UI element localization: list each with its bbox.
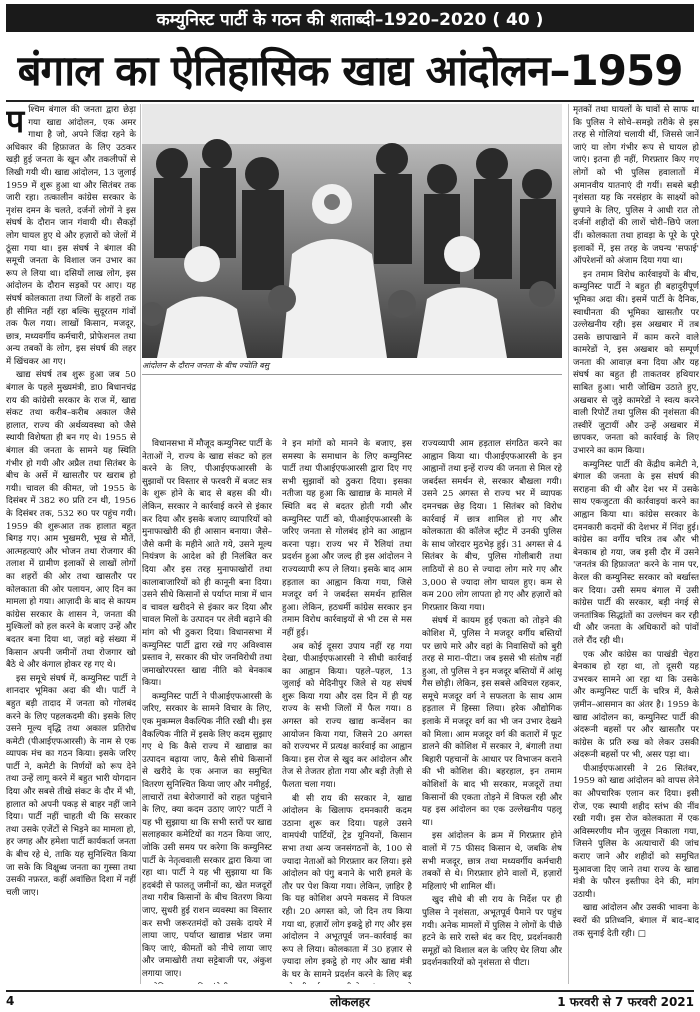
article-column-1 bbox=[6, 104, 141, 984]
drop-cap: प bbox=[6, 104, 25, 140]
article-paragraph: एक और कांग्रेस का पाखंडी चेहरा बेनकाब हो रहा था, तो दूसरी यह उभरकर सामने आ रहा था कि उसके और कम्युनिस्ट पार्टी के चरित्र में, कैसे ज़मीन–आसमान का अंतर है। 1959 के खाद्य आंदोलन का, कम्युनिस्ट पार्टी की अंदरूनी बहसों पर और खासतौर पर कांग्रेस के प्रति रुख को लेकर उसकी अंदरूनी बहसों पर भी, असर पड़ा था। bbox=[573, 649, 699, 761]
article-column-5 bbox=[568, 104, 699, 984]
article-paragraph: इस आंदोलन के क्रम में गिरफ़्तार होने वालों में 75 फीसद किसान थे, जबकि शेष सभी मजदूर, छात्र तथा मध्यवर्गीय कर्मचारी तबकों से थे। गिरफ़्तार होने वालों में, हज़ारों महिलाएं भी शामिल थीं। bbox=[422, 831, 562, 892]
page-headline: बंगाल का ऐतिहासिक खाद्य आंदोलन–1959 bbox=[6, 38, 694, 102]
article-paragraph: कम्युनिस्ट पार्टी ने पीआईएफआरसी के जरिए, सरकार के सामने विचार के लिए, एक मुकम्मल वैकल्पिक नीति रखी थी। इस वैकल्पिक नीति में इसके लिए कदम सुझाए गए थे कि कैसे राज्य में खाद्यान्न का उत्पादन बढ़ाया जाए, कैसे सीधे किसानों से खरीदे के एक अनाज का समुचित वितरण सुनिश्चित किया जाए और नमीहुई, लाचारों तथा बेरोजगारों को राहत पहुंचाने के लिए, क्या कदम उठाए जाएं? पार्टी ने यह भी सुझाया था कि सभी स्तरों पर खाद्य सलाहकार कमेटियों का गठन किया जाए, जोकि उसी समय पर करेगा कि कम्युनिस्ट पार्टी के नेतृत्ववाली सरकार द्वारा किया जा रहा था। पार्टी ने यह भी सुझाया था कि हदबंदी से फालतू जमीनों का, खेत मजदूरों तथा गरीब किसानों के बीच वितरण किया जाए, सुधरी हुई राशन व्यवस्था का विस्तार कर सभी जरूरतमंदों को उसके दायरे में लाया जाए, पर्याप्त खाद्यान्न भंडार जमा किए जाएं, कीमतों को नीचे लाया जाए और जमाखोरी तथा सट्टेबाजी पर, अंकुश लगाया जाए। bbox=[142, 691, 272, 979]
article-paragraph: अब कोई दूसरा उपाय नहीं रह गया देखा, पीआईएफआरसी ने सीधी कार्रवाई का आह्वान किया। पहले–पहल, 13 जुलाई को मेदिनीपुर जिले से यह संघर्ष शुरू किया गया और दस दिन में ही यह राज्य के सभी जिलों में फैल गया। 8 अगस्त को राज्य खाद्य कन्वेंशन का आयोजन किया गया, जिसने 20 अगस्त को राज्यभर में प्रत्यक्ष कार्रवाई का आह्वान किया। इस रोज से खुद कर आंदोलन और तेज से तेजतर होता गया और बड़ी तेज़ी से फैलता चला गया। bbox=[282, 641, 412, 791]
news-photo bbox=[142, 104, 562, 358]
paragraph-text: श्चिम बंगाल की जनता द्वारा छेड़ा गया खाद्य आंदोलन, एक अमर गाथा है जो, अपने जिंदा रहने के अधिकार की हिफ़ाजत के लिए उठकर खड़ी हुई जनता के खून और तकलीफों से लिखी गयी थी। खाद्य आंदोलन, 13 जुलाई 1959 में शुरू हुआ था और सितंबर तक जारी रहा। तत्कालीन कांग्रेस सरकार के नृशंस दमन के चलते, दर्जनों लोगों ने इस संघर्ष के दौरान जान गंवायी थी। सैकड़ों लोग घायल हुए थे और हज़ारों को जेलों में ठूंसा गया था। इस संघर्ष ने बंगाल की समूची जनता के विशाल जन उभार का रूप ले लिया था। दसियों लाख लोग, इस आंदोलन के दौरान सड़कों पर आए। यह संघर्ष कोलकाता तथा जिलों के शहरों तक ही सीमित नहीं रहा बल्कि सुदूरतम गांवों तक फैल गया। लाखों किसान, मजदूर, छात्र, मध्यवर्गीय कर्मचारी, प्रोफेशनल तथा अन्य तबकों के लोग, इस संघर्ष की लहर में खिंचकर आ गए। bbox=[6, 105, 136, 367]
article-paragraph bbox=[142, 982, 272, 984]
article-paragraph: पीआईएफआरसी ने 26 सितंबर, 1959 को खाद्य आंदोलन को वापस लेने का औपचारिक एलान कर दिया। इसी रोज, एक स्थायी शहीद स्तंभ की नींव रखी गयी। इस रोज कोलकाता में एक अविस्मरणीय मौन जुलूस निकाला गया, जिसने पुलिस के अत्याचारों की जांच कराए जाने और शहीदों को समुचित मुआवजा दिए जाने तथा राज्य के खाद्य मंत्री के फौरन इस्तीफा देने की, मांग उठायी। bbox=[573, 763, 699, 900]
page-footer bbox=[6, 990, 694, 1010]
article-paragraph: विधानसभा में मौजूद कम्युनिस्ट पार्टी के नेताओं ने, राज्य के खाद्य संकट को हल करने के लिए, पीआईएफआरसी के सुझावों पर विस्तार से फरवरी में बजट सत्र के शुरू होने के बाद से बहस की थी। लेकिन, सरकार ने कार्रवाई करने से इंकार कर दिया और इसके बजाए व्यापारियों को मुनाफाखोरी की ही आसान बनाया। जैसे–जैसे कमी के महीने आते गये, उसने मूल्य नियंत्रण के आदेश को ही निलंबित कर दिया और इस तरह मुनाफाखोरों तथा कालाबाजारियों को ही कानूनी बना दिया। उसने सीधे किसानों से पर्याप्त मात्रा में धान व चावल खरीदने से इंकार कर दिया और चावल मिलों के उत्पादन पर लेवी बढ़ाने की मांग को भी ठुकरा दिया। विधानसभा में कम्युनिस्ट पार्टी द्वारा रखे गए अविश्वास प्रस्ताव ने, सरकार की घोर जनविरोधी तथा जमाखोरपरस्त खाद्य नीति को बेनकाब किया। bbox=[142, 439, 272, 689]
article-paragraph: मृतकों तथा घायलों के घावों से साफ था कि पुलिस ने सोचे–समझे तरीके से इस तरह से गोलियां चलायी थीं, जिससे जानें जाएं या लोग गंभीर रूप से घायल हो जाएं। इतना ही नहीं, गिरफ़्तार किए गए लोगों को भी पुलिस हवालातों में अमानवीय यातनाएं दी गयीं। सबसे बड़ी नृशंसता यह कि नरसंहार के साक्ष्यों को छुपाने के लिए, पुलिस ने आधी रात तो दर्जनों शहीदों की लाशें चोरी–छिपे जला दीं। कोलकाता तथा हावड़ा के पूरे के पूरे इलाकों में, इस तरह के जघन्य 'सफाई' ऑपरेशनों को अंजाम दिया गया था। bbox=[573, 105, 699, 267]
article-paragraph: राज्यव्यापी आम हड़ताल संगठित करने का आह्वान किया था। पीआईएफआरसी के इन आह्वानों तथा इन्हें राज्य की जनता से मिल रहे जबर्दस्त समर्थन से, सरकार बौखला गयी। उसने 25 अगस्त से राज्य भर में व्यापक दमनचक्र छेड़ दिया। 1 सितंबर को विरोध कार्रवाई में छात्र शामिल हो गए और कोलकाता की कॉलेज स्ट्रीट में उनकी पुलिस के साथ जोरदार मुठभेड़ हुई। 31 अगस्त से 4 सितंबर के बीच, पुलिस गोलीबारी तथा लाठियों से 80 से ज्यादा लोग मारे गए और 3,000 से ज्यादा लोग घायल हुए। कम से कम 200 लोग लापता हो गए और हज़ारों को गिरफ़्तार किया गया। bbox=[422, 439, 562, 613]
crowd-photo-illustration bbox=[142, 104, 562, 358]
article-paragraph: खाद्य आंदोलन और उसकी भावना के स्वरों की प्रतिध्वनि, बंगाल में बाद–बाद तक सुनाई देती रही। □ bbox=[573, 903, 699, 939]
article-paragraph: कम्युनिस्ट पार्टी की केंद्रीय कमेटी ने, बंगाल की जनता के इस संघर्ष की सराहना की थी और देश भर में उसके साथ एकजुटता की कार्रवाइयां करने का आह्वान किया था। कांग्रेस सरकार के दमनकारी कदमों की देशभर में निंदा हुई। कांग्रेस का वर्गीय चरित्र तब और भी बेनकाब हो गया, जब इसी दौर में उसने 'जनतंत्र की हिफ़ाजत' करने के नाम पर, केरल की कम्युनिस्ट सरकार को बर्खास्त कर दिया। उसी समय बंगाल में उसी कांग्रेस पार्टी की सरकार, बड़ी नंगई से जनतांत्रिक सिद्धांतों का उल्लंघन कर रही थी और जनता के अधिकारों को पांवों तले रौंद रही थी। bbox=[573, 459, 699, 646]
article-column-4 bbox=[422, 438, 562, 984]
article-column-3 bbox=[282, 438, 412, 984]
article-paragraph: संघर्ष में कायम हुई एकता को तोड़ने की कोशिश में, पुलिस ने मजदूर वर्गीय बस्तियों पर छापे मारे और वहां के निवासियों को बुरी तरह से मारा–पीटा। जब इससे भी संतोष नहीं हुआ, तो पुलिस ने इन मजदूर बस्तियों में आंसू गैस छोड़ी। लेकिन, इस सबसे अविचल रहकर, समूचे मजदूर वर्ग ने सफलता के साथ आम हड़ताल में हिस्सा लिया। हरेक औद्योगिक इलाके में मजदूर वर्ग का भी जन उभार देखने को मिला। आम मजदूर वर्ग की कतारों में फूट डालने की कोशिश में सरकार ने, बंगाली तथा बिहारी पहचानों के आधार पर विभाजन कराने की भी कोशिश की। बहरहाल, इन तमाम कोशिशों के बाद भी सरकार, मजदूरों तथा किसानों की एकता तोड़ने में विफल रही और यह इस आंदोलन का एक उल्लेखनीय पहलू था। bbox=[422, 616, 562, 828]
page-number: 4 bbox=[6, 994, 15, 1008]
series-banner: कम्युनिस्ट पार्टी के गठन की शताब्दी–1920–2020 ( 40 ) bbox=[6, 4, 694, 32]
publication-name: लोकलहर bbox=[330, 994, 370, 1009]
article-paragraph: खुद सीधे बी सी राय के निर्देश पर ही पुलिस ने नृशंसता, अभूतपूर्व पैमाने पर पहुंच गयी। अनेक मामलों में पुलिस ने लोगों के पीछे हटने के सारे रास्ते बंद कर दिए, प्रदर्शनकारी समूहों को विशाल बल के जरिए घेर लिया और प्रदर्शनकारियों को नृशंसता से पीटा। bbox=[422, 895, 562, 969]
article-paragraph: बी सी राय की सरकार ने, खाद्य आंदोलन के खिलाफ दमनकारी कदम उठाना शुरू कर दिया। पहले उसने वामपंथी पार्टियों, ट्रेड यूनियनों, किसान सभा तथा अन्य जनसंगठनों के, 100 से ज्यादा नेताओं को गिरफ़्तार कर लिया। इसे आंदोलन को पंगु बनाने के भारी हमले के तौर पर पेश किया गया। लेकिन, ज़ाहिर है कि यह कोशिश अपने मकसद में विफल रही। 20 अगस्त को, जो दिन तय किया गया था, हज़ारों लोग इकट्ठे हो गए और इस आंदोलन ने अभूतपूर्व जन–कार्रवाई का रूप ले लिया। कोलकाता में 30 हज़ार से ज़्यादा लोग इकट्ठे हो गए और खाद्य मंत्री के घर के सामने प्रदर्शन करने के लिए बढ़ bbox=[282, 793, 412, 980]
photo-caption: आंदोलन के दौरान जनता के बीच ज्योति बसु bbox=[142, 360, 562, 375]
article-paragraph: ने इन मांगों को मानने के बजाए, इस समस्या के समाधान के लिए कम्युनिस्ट पार्टी तथा पीआईएफआरसी द्वारा दिए गए सभी सुझावों को ठुकरा दिया। इसका नतीजा यह हुआ कि खाद्यान्न के मामले में स्थिति बद से बदतर होती गयी और कम्युनिस्ट पार्टी को, पीआईएफआरसी के जरिए जनता से गोलबंद होने का आह्वान करना पड़ा। राज्य भर में रैलियां तथा प्रदर्शन हुआ और जल्द ही इस आंदोलन ने राज्यव्यापी रूप ले लिया। इसके बाद आम हड़ताल का आह्वान किया गया, जिसे मजदूर वर्ग ने जबर्दस्त समर्थन हासिल हुआ। लेकिन, हठधर्मी कांग्रेस सरकार इन तमाम विरोध कार्रवाइयों से भी टस से मस नहीं हुई। bbox=[282, 439, 412, 638]
issue-date: 1 फरवरी से 7 फरवरी 2021 bbox=[557, 994, 694, 1009]
article-paragraph: इस समूचे संघर्ष में, कम्युनिस्ट पार्टी ने शानदार भूमिका अदा की थी। पार्टी ने बहुत बड़ी तादाद में जनता को गोलबंद करने के लिए पहलकदमी की। इसके लिए उसने मूल्य वृद्धि तथा अकाल प्रतिरोध कमेटी (पीआईएफआरसी) के नाम से एक व्यापक मंच का गठन किया। इसके जरिए पार्टी ने, कमेटी के निर्णयों को रूप देने तथा उन्हें लागू करने में बहुत भारी योगदान दिया और सबसे तीखे संकट के दौर में भी, हालात को अपनी पकड़ से बाहर नहीं जाने दिया। पार्टी नहीं चाहती थी कि सरकार तथा उसके एजेंटों से भिड़ने का मामला हो, हर जगह और हमेशा पार्टी कार्यकर्ता जनता के बीच रहे थे, ताकि यह सुनिश्चित किया जा सके कि विक्षुब्ध जनता का गुस्सा तथा उसकी नफ़रत, कहीं अवांछित दिशा में नहीं चली जाए। bbox=[6, 673, 136, 898]
article-paragraph: इन तमाम विरोध कार्रवाइयों के बीच, कम्युनिस्ट पार्टी ने बहुत ही बहादुरीपूर्ण भूमिका अदा की। इसमें पार्टी के दैनिक, स्वाधीनता की भूमिका खासतौर पर उल्लेखनीय रही। इस अखबार में तब उसके छापाखाने में काम करने वाले कामरेडों ने, इस अखबार को सम्पूर्ण जनता की आवाज़ बना दिया और यह संघर्ष का बहुत ही ताकतवर हथियार साबित हुआ। भारी जोखिम उठाते हुए, अखबार से जुड़े कामरेडों ने स्वत्य करने वाली रिपोर्टें तथा पुलिस की नृशंसता की तस्वीरें जुटायीं और उन्हें अखबार में छापकर, जनता को कार्रवाई के लिए उभारने का काम किया। bbox=[573, 269, 699, 457]
article-paragraph bbox=[6, 104, 136, 368]
article-paragraph: खाद्य संघर्ष तब शुरू हुआ जब 50 बंगाल के पहले मुख्यमंत्री, डा0 बिधानचंद्र राय की कांग्रेसी सरकार के राज में, खाद्य संकट तथा करीब–करीब अकाल जैसे हालात, राज्य की अर्थव्यवस्था को जैसे स्थायी विशेषता ही बन गए थे। 1955 से बंगाल की जनता के सामने यह स्थिति गंभीर हो गयी और अप्रैल तथा सितंबर के बीच के अर्से में खासतौर पर खराब हो गयी। चावल की कीमत, जो 1955 के दिसंबर में 382 रु0 प्रति टन थी, 1956 के दिसंबर तक, 532 रु0 पर पहुंच गयी। 1959 की शुरूआत तक हालात बहुत बिगड़ गए। आम भुखमरी, भूख से मौतें, आत्महत्याएं और भोजन तथा रोजगार की तलाश में ग्रामीण इलाकों से लाखों लोगों का शहरों की ओर तथा खासतौर पर कोलकाता की ओर पलायन, आए दिन का मामला हो गया। आज़ादी के बाद से कायम कांग्रेस सरकार के शासन ने, जनता की मुश्किलों को हल करने के बजाए उन्हें और बदतर बना दिया था, जहां बड़े संख्या में किसान अपनी जमीनों तथा रोजगार खो बैठे थे और कंगाल होकर रह गए थे। bbox=[6, 370, 136, 671]
article-column-2 bbox=[142, 438, 272, 984]
